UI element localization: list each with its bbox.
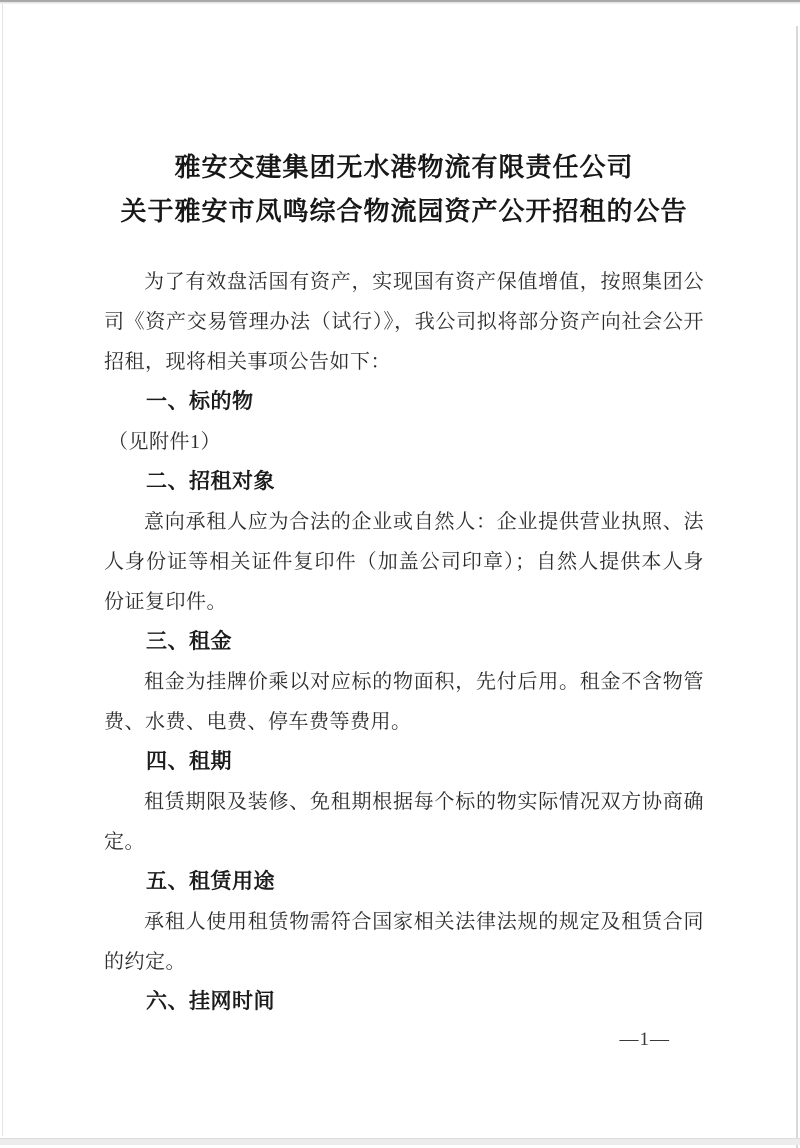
section-heading: 一、标的物 — [146, 390, 254, 413]
intro-paragraph: 为了有效盘活国有资产，实现国有资产保值增值，按照集团公司《资产交易管理办法（试行）》，我公司拟将部分资产向社会公开招租，现将相关事项公告如下： — [104, 271, 704, 373]
document-section — [104, 462, 704, 622]
document-title-line-1: 雅安交建集团无水港物流有限责任公司 — [174, 153, 634, 182]
document-section — [104, 742, 704, 862]
section-heading: 四、租期 — [146, 750, 232, 773]
section-heading: 二、招租对象 — [146, 470, 275, 493]
section-body: 租赁期限及装修、免租期根据每个标的物实际情况双方协商确定。 — [104, 791, 704, 853]
document-section — [104, 382, 704, 462]
section-body: （见附件1） — [108, 431, 221, 453]
section-heading: 三、租金 — [146, 630, 232, 653]
page-number: —1— — [619, 1029, 670, 1050]
document-title-line-2: 关于雅安市凤鸣综合物流园资产公开招租的公告 — [120, 197, 688, 226]
document-section — [104, 622, 704, 742]
document-section — [104, 982, 704, 1022]
section-body: 承租人使用租赁物需符合国家相关法律法规的规定及租赁合同的约定。 — [104, 911, 704, 973]
section-body: 租金为挂牌价乘以对应标的物面积，先付后用。租金不含物管费、水费、电费、停车费等费用。 — [104, 671, 704, 733]
document-title — [104, 146, 704, 234]
section-heading: 六、挂网时间 — [146, 990, 275, 1013]
sections-container — [104, 382, 704, 1022]
document-section — [104, 862, 704, 982]
section-body: 意向承租人应为合法的企业或自然人：企业提供营业执照、法人身份证等相关证件复印件（加盖公司印章）；自然人提供本人身份证复印件。 — [104, 511, 704, 613]
section-heading: 五、租赁用途 — [146, 870, 275, 893]
